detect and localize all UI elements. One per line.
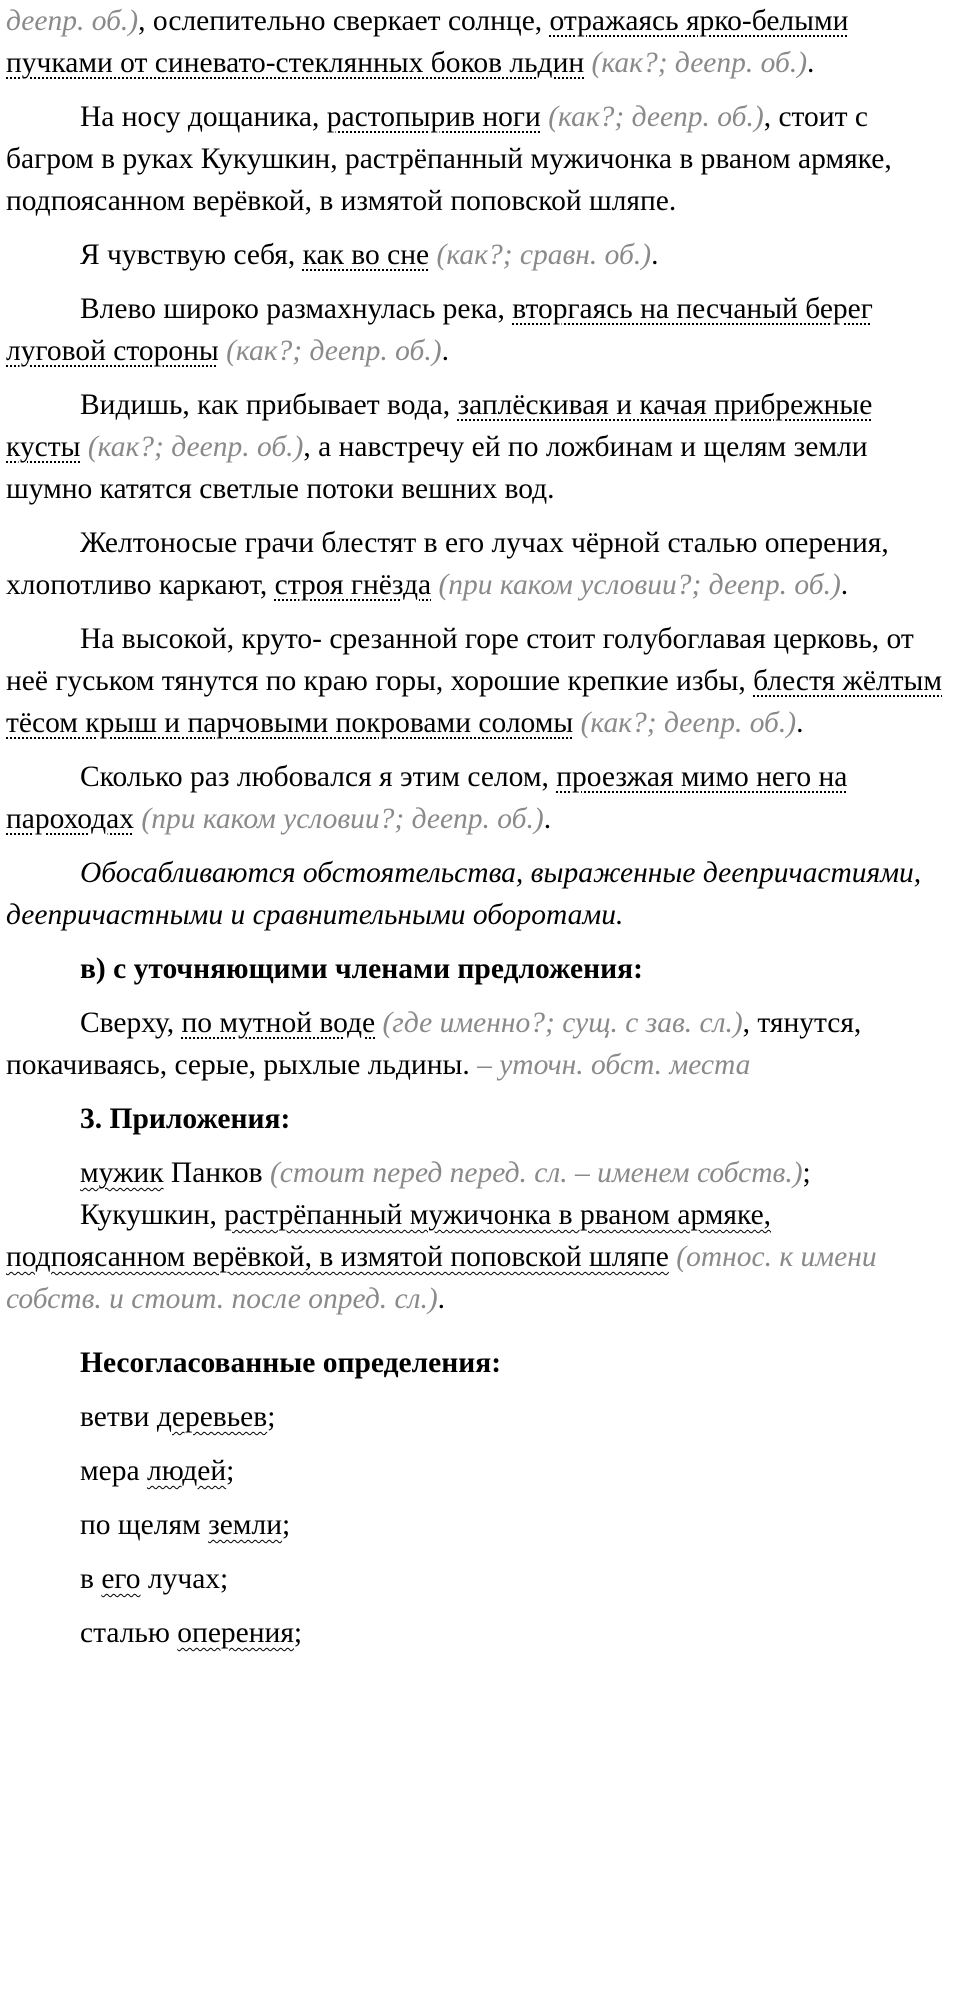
annotation-note: (как?; сравн. об.) bbox=[436, 239, 652, 271]
text-run: Сверху, bbox=[80, 1007, 182, 1039]
text-run: . bbox=[437, 1283, 446, 1315]
text-run: Сколько раз любовался я этим селом, bbox=[80, 761, 557, 793]
text-run: , стоит с багром в руках Кукушкин, растрёпанный мужичонка в рваном армяке, подпоясанном верёвкой, в измятой поповской шляпе. bbox=[6, 101, 892, 217]
annotation-note: (как?; деепр. об.) bbox=[580, 707, 797, 739]
annotation-note: (при каком условии?; деепр. об.) bbox=[141, 803, 544, 835]
adverbial-phrase: вторгаясь на песчаный берег луговой стороны bbox=[6, 293, 873, 367]
annotation-note: (где именно?; сущ. с зав. сл.) bbox=[382, 1007, 743, 1039]
annotation-note: (стоит перед перед. сл. – именем собств.) bbox=[269, 1157, 803, 1189]
paragraph-example bbox=[6, 234, 952, 276]
text-run: Влево широко размахнулась река, bbox=[80, 293, 513, 325]
text-run bbox=[219, 335, 226, 367]
text-run: Панков bbox=[163, 1157, 270, 1189]
list-item bbox=[6, 1396, 952, 1438]
text-run: . bbox=[441, 335, 449, 367]
text-run: ; bbox=[267, 1401, 276, 1433]
paragraph-example bbox=[6, 96, 952, 222]
adverbial-phrase: блестя жёлтым тёсом крыш и парчовыми покровами соломы bbox=[6, 665, 943, 739]
annotation-note: (как?; деепр. об.) bbox=[548, 101, 764, 133]
defined-word: деревьев bbox=[156, 1401, 268, 1433]
defined-word: людей bbox=[146, 1455, 227, 1487]
paragraph-example bbox=[6, 288, 952, 372]
text-run bbox=[573, 707, 580, 739]
defined-word: земли bbox=[208, 1509, 282, 1541]
paragraph-example bbox=[6, 1194, 952, 1320]
annotation-note: (как?; деепр. об.) bbox=[226, 335, 442, 367]
paragraph-example bbox=[6, 522, 952, 606]
defined-word: оперения bbox=[177, 1617, 294, 1649]
text-run: ; bbox=[226, 1455, 235, 1487]
text-run: Желтоносые грачи блестят в его лучах чёрной сталью оперения, хлопотливо каркают, bbox=[6, 527, 889, 601]
paragraph-example bbox=[6, 756, 952, 840]
adverbial-phrase: отражаясь ярко-белыми пучками от синевато-стеклянных боков льдин bbox=[6, 5, 849, 79]
adverbial-phrase: проезжая мимо него на пароходах bbox=[6, 761, 848, 835]
text-run: ; bbox=[293, 1617, 303, 1649]
list-item bbox=[6, 1558, 952, 1600]
text-run bbox=[429, 239, 436, 271]
text-run: ; bbox=[282, 1509, 291, 1541]
text-run: . bbox=[840, 569, 849, 601]
apposition-phrase: растрёпанный мужичонка в рваном армяке, подпоясанном верёвкой, в измятой поповской шляпе bbox=[6, 1199, 772, 1273]
paragraph-intro bbox=[6, 0, 952, 84]
text-run: мера bbox=[80, 1455, 147, 1487]
annotation-note: – уточн. обст. места bbox=[477, 1049, 751, 1081]
list-item bbox=[6, 1504, 952, 1546]
defined-word: мужик bbox=[80, 1157, 164, 1189]
list-item bbox=[6, 1450, 952, 1492]
adverbial-phrase: как во сне bbox=[302, 239, 430, 271]
text-run: ветви bbox=[80, 1401, 157, 1433]
annotation-note: (при каком условии?; деепр. об.) bbox=[438, 569, 841, 601]
text-run: ; bbox=[802, 1157, 811, 1189]
adverbial-phrase: заплёскивая и качая прибрежные кусты bbox=[6, 389, 873, 463]
text-run: , тянутся, покачиваясь, серые, рыхлые льдины. bbox=[6, 1007, 862, 1081]
annotation-note: деепр. об.) bbox=[6, 5, 139, 37]
defined-word: его bbox=[101, 1563, 141, 1595]
text-run: по щелям bbox=[80, 1509, 209, 1541]
adverbial-phrase: растопырив ноги bbox=[326, 101, 541, 133]
text-run: , а навстречу ей по ложбинам и щелям земли шумно катятся светлые потоки вешних вод. bbox=[6, 431, 868, 505]
text-run: в bbox=[80, 1563, 102, 1595]
text-run: На носу дощаника, bbox=[80, 101, 327, 133]
section-heading: в) с уточняющими членами предложения: bbox=[80, 953, 643, 985]
list-item bbox=[6, 1612, 952, 1654]
paragraph-example bbox=[6, 384, 952, 510]
text-run: сталью bbox=[80, 1617, 178, 1649]
text-run bbox=[584, 47, 591, 79]
adverbial-phrase: по мутной воде bbox=[181, 1007, 376, 1039]
text-run: , ослепительно сверкает солнце, bbox=[138, 5, 550, 37]
text-run: . bbox=[543, 803, 552, 835]
text-run: Я чувствую себя, bbox=[80, 239, 303, 271]
text-run: . bbox=[651, 239, 659, 271]
paragraph-example bbox=[6, 618, 952, 744]
text-run: На высокой, круто- срезанной горе стоит голубоглавая церковь, от неё гуськом тянутся по краю горы, хорошие крепкие избы, bbox=[6, 623, 914, 697]
section-heading: Несогласованные определения: bbox=[80, 1347, 502, 1379]
section-heading: 3. Приложения: bbox=[80, 1103, 291, 1135]
annotation-note: (относ. к имени собств. и стоит. после опред. сл.) bbox=[6, 1241, 877, 1315]
text-run: лучах; bbox=[140, 1563, 229, 1595]
paragraph-example bbox=[6, 1152, 952, 1194]
adverbial-phrase: строя гнёзда bbox=[274, 569, 432, 601]
text-run: . bbox=[796, 707, 804, 739]
text-run: Видишь, как прибывает вода, bbox=[80, 389, 458, 421]
paragraph-example bbox=[6, 1002, 952, 1086]
rule-statement: Обосабливаются обстоятельства, выраженные деепричастиями, деепричастными и сравнительными оборотами. bbox=[6, 857, 922, 931]
text-run bbox=[80, 431, 87, 463]
annotation-note: (как?; деепр. об.) bbox=[591, 47, 808, 79]
text-run: . bbox=[807, 47, 815, 79]
annotation-note: (как?; деепр. об.) bbox=[87, 431, 304, 463]
text-run: Кукушкин, bbox=[80, 1199, 225, 1231]
